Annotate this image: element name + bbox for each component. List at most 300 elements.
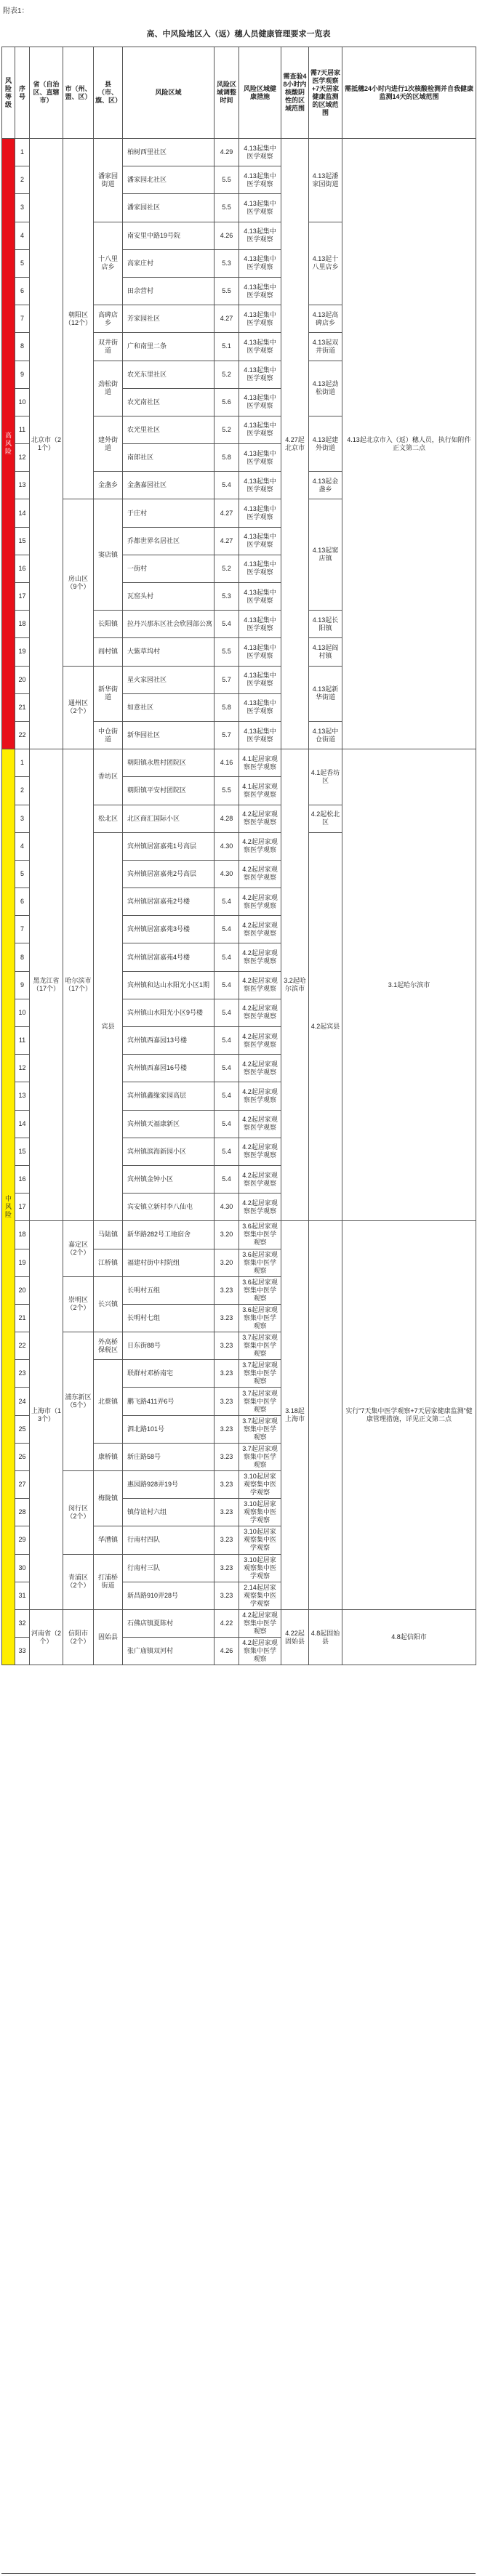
measure-cell: 4.13起集中医学观察 — [239, 249, 281, 277]
area-cell: 日东街88号 — [123, 1332, 215, 1360]
time-cell: 3.20 — [215, 1249, 239, 1276]
seq-cell: 13 — [15, 472, 30, 499]
table-row — [2, 749, 476, 777]
time-cell: 4.26 — [215, 222, 239, 249]
seq-cell: 21 — [15, 693, 30, 721]
county-cell: 江桥镇 — [94, 1249, 123, 1276]
page-title: 高、中风险地区入（返）穗人员健康管理要求一览表 — [146, 30, 331, 39]
time-cell: 3.23 — [215, 1388, 239, 1415]
measure-cell: 3.6起居家观察集中医学观察 — [239, 1304, 281, 1332]
header-province: 省（自治区、直辖市） — [30, 47, 63, 139]
seq-cell: 16 — [15, 1165, 30, 1193]
header-area: 风险区域 — [123, 47, 215, 139]
county-cell: 康桥镇 — [94, 1443, 123, 1470]
county-cell: 长阳镇 — [94, 611, 123, 638]
county-cell: 潘家园街道 — [94, 139, 123, 222]
area-cell: 南郎社区 — [123, 444, 215, 472]
time-cell: 4.26 — [215, 1638, 239, 1665]
area-cell: 朝阳镇平安村团院区 — [123, 777, 215, 805]
area-cell: 南安里中路19号院 — [123, 222, 215, 249]
area-cell: 高家庄村 — [123, 249, 215, 277]
header-measure: 风险区域健康措施 — [239, 47, 281, 139]
measure-cell: 4.2起居家观察医学观察 — [239, 1165, 281, 1193]
time-cell: 4.29 — [215, 139, 239, 166]
measure-cell: 3.10起居家观察集中医学观察 — [239, 1499, 281, 1526]
seq-cell: 12 — [15, 1055, 30, 1082]
measure-cell: 3.6起居家观察集中医学观察 — [239, 1249, 281, 1276]
measure-cell: 4.2起居家观察医学观察 — [239, 1082, 281, 1110]
measure-cell: 4.13起集中医学观察 — [239, 416, 281, 443]
measure-cell: 4.2起居家观察医学观察 — [239, 1194, 281, 1221]
city-fangshan: 房山区（9个） — [63, 499, 94, 666]
seq-cell: 8 — [15, 943, 30, 971]
requirement-7day-cell — [309, 1221, 342, 1610]
time-cell: 4.28 — [215, 805, 239, 832]
area-cell: 金盏嘉园社区 — [123, 472, 215, 499]
area-cell: 宾州镇山水阳光小区9号楼 — [123, 999, 215, 1026]
time-cell: 5.6 — [215, 388, 239, 416]
requirement-7day-cell: 4.13起建外街道 — [309, 416, 342, 471]
area-cell: 新华园社区 — [123, 721, 215, 749]
area-cell: 联群村邓桥南宅 — [123, 1360, 215, 1388]
measure-cell: 4.2起居家观察医学观察 — [239, 971, 281, 999]
measure-cell: 4.2起居家观察医学观察 — [239, 1055, 281, 1082]
province-henan: 河南省（2个） — [30, 1609, 63, 1665]
district-jiading: 嘉定区（2个） — [63, 1221, 94, 1276]
seq-cell: 29 — [15, 1526, 30, 1554]
seq-cell: 30 — [15, 1554, 30, 1582]
measure-cell: 4.2起居家观察医学观察 — [239, 1138, 281, 1165]
time-cell: 5.5 — [215, 277, 239, 305]
province-shanghai: 上海市（13个） — [30, 1221, 63, 1610]
risk-level-mid: 中风险 — [2, 749, 15, 1665]
requirement-7day-cell: 4.13起高碑店乡 — [309, 305, 342, 333]
risk-level-high: 高风险 — [2, 139, 15, 749]
area-cell: 泗北路101号 — [123, 1415, 215, 1443]
time-cell: 4.30 — [215, 832, 239, 860]
seq-cell: 22 — [15, 721, 30, 749]
county-cell: 外高桥保税区 — [94, 1332, 123, 1360]
time-cell: 5.7 — [215, 721, 239, 749]
seq-cell: 6 — [15, 888, 30, 916]
area-cell: 潘家园北社区 — [123, 166, 215, 194]
area-cell: 宾州镇和达山水阳光小区1期 — [123, 971, 215, 999]
requirement-7day-cell: 4.2起松北区 — [309, 805, 342, 832]
requirement-7day-cell: 4.13起双井街道 — [309, 333, 342, 361]
time-cell: 5.4 — [215, 888, 239, 916]
measure-cell: 4.2起居家观察医学观察 — [239, 1110, 281, 1138]
area-cell: 农光里社区 — [123, 416, 215, 443]
county-cell: 金盏乡 — [94, 472, 123, 499]
area-cell: 宾州镇鑫缘家园高层 — [123, 1082, 215, 1110]
area-cell: 如意社区 — [123, 693, 215, 721]
area-cell: 宾州镇滨海新园小区 — [123, 1138, 215, 1165]
county-cell: 松北区 — [94, 805, 123, 832]
seq-cell: 26 — [15, 1443, 30, 1470]
header-c14: 需查验48小时内核酸阴性的区域范围 — [281, 47, 309, 139]
province-heilongjiang: 黑龙江省（17个） — [30, 749, 63, 1221]
requirement-7day-cell: 4.13起十八里店乡 — [309, 222, 342, 305]
district-qingpu: 青浦区（2个） — [63, 1554, 94, 1609]
seq-cell: 15 — [15, 527, 30, 555]
measure-cell: 4.13起集中医学观察 — [239, 194, 281, 222]
district-pudong: 浦东新区（5个） — [63, 1332, 94, 1471]
area-cell: 瓦窑头村 — [123, 583, 215, 611]
requirement-7day-cell: 4.13起长阳镇 — [309, 611, 342, 638]
area-cell: 柏树西里社区 — [123, 139, 215, 166]
county-cell: 十八里店乡 — [94, 222, 123, 305]
area-cell: 鹏飞路411弄6号 — [123, 1388, 215, 1415]
seq-cell: 5 — [15, 249, 30, 277]
county-cell: 中仓街道 — [94, 721, 123, 749]
time-cell: 3.23 — [215, 1526, 239, 1554]
time-cell: 5.8 — [215, 444, 239, 472]
area-cell: 新华路282号工地宿舍 — [123, 1221, 215, 1249]
measure-cell: 3.6起居家观察集中医学观察 — [239, 1276, 281, 1304]
time-cell: 5.4 — [215, 1055, 239, 1082]
time-cell: 3.23 — [215, 1471, 239, 1499]
time-cell: 3.23 — [215, 1443, 239, 1470]
area-cell: 宾州镇居富嘉苑2号高层 — [123, 860, 215, 887]
time-cell: 5.5 — [215, 777, 239, 805]
area-cell: 宾安镇立新村李八仙屯 — [123, 1194, 215, 1221]
measure-cell: 4.13起集中医学观察 — [239, 721, 281, 749]
requirement-7day-cell: 4.13起劲松街道 — [309, 361, 342, 416]
county-cell: 新华街道 — [94, 666, 123, 721]
requirement-48h-beijing: 4.27起北京市 — [281, 139, 309, 749]
measure-cell: 4.13起集中医学观察 — [239, 499, 281, 527]
seq-cell: 24 — [15, 1388, 30, 1415]
area-cell: 宾州镇金钟小区 — [123, 1165, 215, 1193]
seq-cell: 10 — [15, 999, 30, 1026]
table-row — [2, 139, 476, 166]
measure-cell: 3.7起居家观察集中医学观察 — [239, 1360, 281, 1388]
time-cell: 5.4 — [215, 999, 239, 1026]
risk-area-table — [1, 47, 476, 1665]
seq-cell: 1 — [15, 749, 30, 777]
time-cell: 5.4 — [215, 611, 239, 638]
measure-cell: 4.2起居家观察医学观察 — [239, 943, 281, 971]
seq-cell: 19 — [15, 638, 30, 666]
area-cell: 大紫草坞村 — [123, 638, 215, 666]
requirement-7day-cell: 4.13起窦店镇 — [309, 499, 342, 611]
county-cell: 高碑店乡 — [94, 305, 123, 333]
seq-cell: 23 — [15, 1360, 30, 1388]
seq-cell: 4 — [15, 832, 30, 860]
city-xinyang: 信阳市（2个） — [63, 1609, 94, 1665]
time-cell: 5.2 — [215, 416, 239, 443]
measure-cell: 3.10起居家观察集中医学观察 — [239, 1471, 281, 1499]
area-cell: 潘家园社区 — [123, 194, 215, 222]
area-cell: 宾州镇西嘉园13号楼 — [123, 1027, 215, 1055]
measure-cell: 3.10起居家观察集中医学观察 — [239, 1526, 281, 1554]
header-seq: 序号 — [15, 47, 30, 139]
table-row — [2, 1221, 476, 1249]
measure-cell: 4.2起居家观察医学观察 — [239, 916, 281, 943]
seq-cell: 2 — [15, 166, 30, 194]
measure-cell: 4.13起集中医学观察 — [239, 583, 281, 611]
measure-cell: 4.2起居家观察医学观察 — [239, 832, 281, 860]
area-cell: 于庄村 — [123, 499, 215, 527]
time-cell: 5.2 — [215, 361, 239, 388]
measure-cell: 3.6起居家观察集中医学观察 — [239, 1221, 281, 1249]
county-cell: 华漕镇 — [94, 1526, 123, 1554]
city-tongzhou: 通州区（2个） — [63, 666, 94, 749]
seq-cell: 18 — [15, 1221, 30, 1249]
area-cell: 星火家园社区 — [123, 666, 215, 693]
measure-cell: 3.7起居家观察集中医学观察 — [239, 1332, 281, 1360]
county-cell: 梅陇镇 — [94, 1471, 123, 1526]
county-cell: 阎村镇 — [94, 638, 123, 666]
table-header-row — [2, 47, 476, 139]
seq-cell: 22 — [15, 1332, 30, 1360]
area-cell: 朝阳镇永胜村团院区 — [123, 749, 215, 777]
seq-cell: 2 — [15, 777, 30, 805]
county-cell: 窦店镇 — [94, 499, 123, 611]
measure-cell: 3.7起居家观察集中医学观察 — [239, 1415, 281, 1443]
seq-cell: 19 — [15, 1249, 30, 1276]
requirement-7day-cell: 4.1起香坊区 — [309, 749, 342, 805]
time-cell: 3.23 — [215, 1332, 239, 1360]
time-cell: 4.30 — [215, 860, 239, 887]
requirement-7day-cell: 4.13起潘家园街道 — [309, 139, 342, 222]
measure-cell: 4.13起集中医学观察 — [239, 166, 281, 194]
time-cell: 5.4 — [215, 1165, 239, 1193]
time-cell: 5.4 — [215, 1110, 239, 1138]
measure-cell: 4.13起集中医学观察 — [239, 472, 281, 499]
area-cell: 新昌路910弄28号 — [123, 1582, 215, 1609]
time-cell: 5.5 — [215, 638, 239, 666]
table-row — [2, 1609, 476, 1637]
measure-cell: 3.7起居家观察集中医学观察 — [239, 1388, 281, 1415]
county-cell: 长兴镇 — [94, 1276, 123, 1332]
measure-cell: 4.2起居家观察医学观察 — [239, 860, 281, 887]
requirement-24h-shanghai: 实行“7天集中医学观察+7天居家健康监测”健康管理措施，详见正文第二点 — [342, 1221, 476, 1610]
seq-cell: 27 — [15, 1471, 30, 1499]
time-cell: 5.4 — [215, 916, 239, 943]
measure-cell: 4.13起集中医学观察 — [239, 693, 281, 721]
time-cell: 5.4 — [215, 971, 239, 999]
seq-cell: 25 — [15, 1415, 30, 1443]
seq-cell: 9 — [15, 971, 30, 999]
district-minhang: 闵行区（2个） — [63, 1471, 94, 1555]
area-cell: 石佛店镇夏陈村 — [123, 1609, 215, 1637]
county-cell: 香坊区 — [94, 749, 123, 805]
area-cell: 宾州镇居富嘉苑4号楼 — [123, 943, 215, 971]
time-cell: 3.23 — [215, 1499, 239, 1526]
county-cell: 建外街道 — [94, 416, 123, 471]
seq-cell: 31 — [15, 1582, 30, 1609]
requirement-7day-cell: 4.13起阎村镇 — [309, 638, 342, 666]
measure-cell: 4.13起集中医学观察 — [239, 638, 281, 666]
time-cell: 5.5 — [215, 194, 239, 222]
seq-cell: 5 — [15, 860, 30, 887]
time-cell: 4.22 — [215, 1609, 239, 1637]
area-cell: 惠园路928弄19号 — [123, 1471, 215, 1499]
time-cell: 5.4 — [215, 1138, 239, 1165]
seq-cell: 21 — [15, 1304, 30, 1332]
area-cell: 拉丹兴那东区社会欣园部公寓 — [123, 611, 215, 638]
seq-cell: 12 — [15, 444, 30, 472]
area-cell: 福建村街中村院组 — [123, 1249, 215, 1276]
area-cell: 张广庙镇双河村 — [123, 1638, 215, 1665]
city-harbin: 哈尔滨市（17个） — [63, 749, 94, 1221]
attachment-label: 附表1： — [3, 7, 29, 15]
requirement-7day-cell: 4.2起宾县 — [309, 832, 342, 1221]
time-cell: 5.4 — [215, 1027, 239, 1055]
measure-cell: 4.13起集中医学观察 — [239, 527, 281, 555]
header-time: 风险区域调整时间 — [215, 47, 239, 139]
county-cell: 宾县 — [94, 832, 123, 1221]
measure-cell: 4.2起居家观察医学观察 — [239, 999, 281, 1026]
seq-cell: 14 — [15, 499, 30, 527]
county-cell: 北蔡镇 — [94, 1360, 123, 1444]
time-cell: 4.30 — [215, 1194, 239, 1221]
time-cell: 5.3 — [215, 249, 239, 277]
measure-cell: 4.13起集中医学观察 — [239, 361, 281, 388]
requirement-7day-cell: 4.13起金盏乡 — [309, 472, 342, 499]
province-beijing: 北京市（21个） — [30, 139, 63, 749]
measure-cell: 4.2起居家观察医学观察 — [239, 888, 281, 916]
county-cell: 劲松街道 — [94, 361, 123, 416]
measure-cell: 4.13起集中医学观察 — [239, 388, 281, 416]
measure-cell: 4.13起集中医学观察 — [239, 444, 281, 472]
measure-cell: 4.2起居家观察集中医学观察 — [239, 1638, 281, 1665]
measure-cell: 3.10起居家观察集中医学观察 — [239, 1554, 281, 1582]
requirement-48h-henan: 4.22起固始县 — [281, 1609, 309, 1665]
seq-cell: 20 — [15, 1276, 30, 1304]
district-chongming: 崇明区（2个） — [63, 1276, 94, 1332]
measure-cell: 4.2起居家观察医学观察 — [239, 1027, 281, 1055]
measure-cell: 4.13起集中医学观察 — [239, 666, 281, 693]
time-cell: 3.23 — [215, 1415, 239, 1443]
time-cell: 4.27 — [215, 305, 239, 333]
seq-cell: 4 — [15, 222, 30, 249]
table-bottom-border — [1, 2573, 476, 2574]
area-cell: 长明村七组 — [123, 1304, 215, 1332]
time-cell: 5.3 — [215, 583, 239, 611]
area-cell: 北区商汇国际小区 — [123, 805, 215, 832]
time-cell: 5.1 — [215, 333, 239, 361]
seq-cell: 7 — [15, 916, 30, 943]
seq-cell: 14 — [15, 1110, 30, 1138]
time-cell: 5.4 — [215, 1082, 239, 1110]
requirement-7day-cell: 4.13起中仓街道 — [309, 721, 342, 749]
measure-cell: 4.1起居家观察医学观察 — [239, 749, 281, 777]
seq-cell: 28 — [15, 1499, 30, 1526]
area-cell: 宾州镇天福康新区 — [123, 1110, 215, 1138]
requirement-48h-shanghai: 3.18起上海市 — [281, 1221, 309, 1610]
seq-cell: 7 — [15, 305, 30, 333]
area-cell: 宾州镇西嘉园16号楼 — [123, 1055, 215, 1082]
seq-cell: 20 — [15, 666, 30, 693]
area-cell: 农光南社区 — [123, 388, 215, 416]
measure-cell: 4.13起集中医学观察 — [239, 277, 281, 305]
county-cell: 打浦桥街道 — [94, 1554, 123, 1609]
seq-cell: 15 — [15, 1138, 30, 1165]
seq-cell: 13 — [15, 1082, 30, 1110]
requirement-48h-heilongjiang: 3.2起哈尔滨市 — [281, 749, 309, 1221]
seq-cell: 10 — [15, 388, 30, 416]
header-county: 县（市、旗、区） — [94, 47, 123, 139]
seq-cell: 17 — [15, 583, 30, 611]
header-c7: 需7天居家医学观察+7天居家健康监测的区域范围 — [309, 47, 342, 139]
measure-cell: 4.13起集中医学观察 — [239, 305, 281, 333]
seq-cell: 8 — [15, 333, 30, 361]
area-cell: 乔都世界名居社区 — [123, 527, 215, 555]
measure-cell: 4.13起集中医学观察 — [239, 611, 281, 638]
time-cell: 3.23 — [215, 1582, 239, 1609]
time-cell: 5.2 — [215, 555, 239, 582]
area-cell: 一街村 — [123, 555, 215, 582]
time-cell: 5.8 — [215, 693, 239, 721]
time-cell: 5.7 — [215, 666, 239, 693]
requirement-24h-beijing: 4.13起北京市入（返）穗人员，执行如附件正文第二点 — [342, 139, 476, 749]
measure-cell: 4.2起居家观察医学观察 — [239, 805, 281, 832]
time-cell: 5.5 — [215, 166, 239, 194]
area-cell: 田余营村 — [123, 277, 215, 305]
area-cell: 广和南里二条 — [123, 333, 215, 361]
county-cell: 固始县 — [94, 1609, 123, 1665]
seq-cell: 18 — [15, 611, 30, 638]
area-cell: 宾州镇居富嘉苑2号楼 — [123, 888, 215, 916]
time-cell: 4.16 — [215, 749, 239, 777]
seq-cell: 9 — [15, 361, 30, 388]
seq-cell: 11 — [15, 416, 30, 443]
area-cell: 镇侍谊村六组 — [123, 1499, 215, 1526]
time-cell: 5.4 — [215, 943, 239, 971]
area-cell: 行南村三队 — [123, 1554, 215, 1582]
measure-cell: 4.2起居家观察集中医学观察 — [239, 1609, 281, 1637]
city-chaoyang: 朝阳区（12个） — [63, 139, 94, 499]
area-cell: 新庄路58号 — [123, 1443, 215, 1470]
time-cell: 3.20 — [215, 1221, 239, 1249]
seq-cell: 33 — [15, 1638, 30, 1665]
measure-cell: 2.14起居家观察集中医学观察 — [239, 1582, 281, 1609]
header-c24: 需抵穗24小时内进行1次核酸检测并自我健康监测14天的区域范围 — [342, 47, 476, 139]
time-cell: 3.23 — [215, 1304, 239, 1332]
time-cell: 3.23 — [215, 1360, 239, 1388]
county-cell: 双井街道 — [94, 333, 123, 361]
area-cell: 长明村五组 — [123, 1276, 215, 1304]
header-city: 市（州、盟、区） — [63, 47, 94, 139]
requirement-7day-cell: 4.13起新华街道 — [309, 666, 342, 721]
area-cell: 农光东里社区 — [123, 361, 215, 388]
measure-cell: 3.7起居家观察集中医学观察 — [239, 1443, 281, 1470]
seq-cell: 1 — [15, 139, 30, 166]
seq-cell: 3 — [15, 194, 30, 222]
measure-cell: 4.13起集中医学观察 — [239, 555, 281, 582]
area-cell: 芳家园社区 — [123, 305, 215, 333]
time-cell: 3.23 — [215, 1276, 239, 1304]
seq-cell: 3 — [15, 805, 30, 832]
area-cell: 行南村四队 — [123, 1526, 215, 1554]
requirement-7day-cell: 4.8起固始县 — [309, 1609, 342, 1665]
time-cell: 5.4 — [215, 472, 239, 499]
area-cell: 宾州镇居富嘉苑3号楼 — [123, 916, 215, 943]
seq-cell: 17 — [15, 1194, 30, 1221]
seq-cell: 16 — [15, 555, 30, 582]
seq-cell: 6 — [15, 277, 30, 305]
seq-cell: 11 — [15, 1027, 30, 1055]
time-cell: 4.27 — [215, 527, 239, 555]
measure-cell: 4.13起集中医学观察 — [239, 333, 281, 361]
measure-cell: 4.13起集中医学观察 — [239, 139, 281, 166]
time-cell: 4.27 — [215, 499, 239, 527]
requirement-24h-heilongjiang: 3.1起哈尔滨市 — [342, 749, 476, 1221]
header-level: 风险等级 — [2, 47, 15, 139]
seq-cell: 32 — [15, 1609, 30, 1637]
